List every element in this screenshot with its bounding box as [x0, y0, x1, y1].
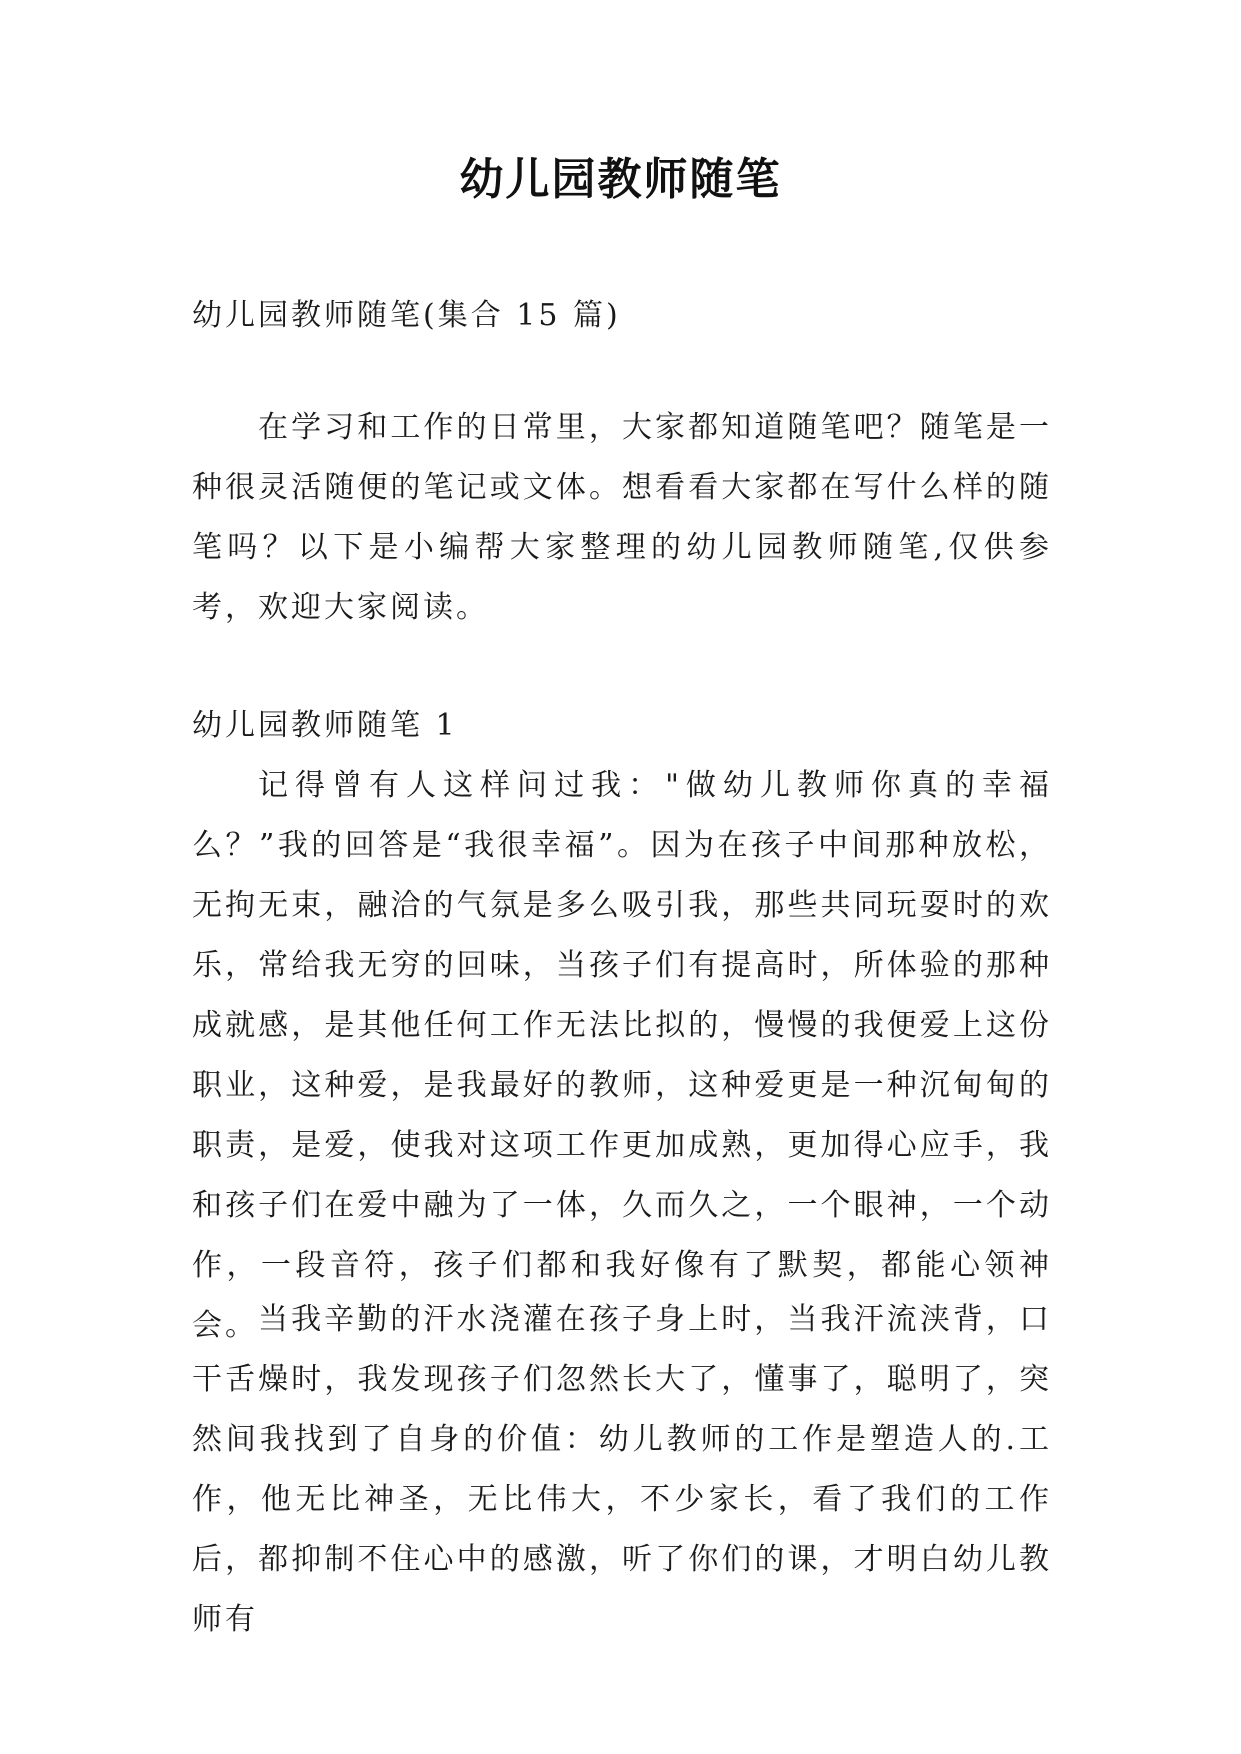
body-paragraph: 当我辛勤的汗水浇灌在孩子身上时，当我汗流浃背，口干舌燥时，我发现孩子们忽然长大了，懂事了，聪明了，突然间我找到了自身的价值：幼儿教师的工作是塑造人的.工作，他无比神圣，无比伟大，不少家长，看了我们的工作后，都抑制不住心中的感激，听了你们的课，才明白幼儿教师有 — [192, 1302, 1052, 1637]
document-subtitle: 幼儿园教师随笔(集合 15 篇) — [192, 298, 621, 333]
intro-paragraph: 在学习和工作的日常里，大家都知道随笔吧？随笔是一种很灵活随便的笔记或文体。想看看大家都在写什么样的随笔吗？以下是小编帮大家整理的幼儿园教师随笔,仅供参考，欢迎大家阅读。 — [192, 410, 1052, 625]
section-heading: 幼儿园教师随笔 1 — [192, 708, 458, 743]
body-paragraph: 记得曾有人这样问过我："做幼儿教师你真的幸福么？”我的回答是“我很幸福”。因为在孩子中间那种放松，无拘无束，融洽的气氛是多么吸引我，那些共同玩耍时的欢乐，常给我无穷的回味，当孩子们有提高时，所体验的那种成就感，是其他任何工作无法比拟的，慢慢的我便爱上这份职业，这种爱，是我最好的教师，这种爱更是一种沉甸甸的职责，是爱，使我对这项工作更加成熟，更加得心应手，我和孩子们在爱中融为了一体，久而久之，一个眼神，一个动作，一段音符，孩子们都和我好像有了默契，都能心领神会。 — [192, 768, 1052, 1343]
document-title: 幼儿园教师随笔 — [459, 154, 782, 205]
